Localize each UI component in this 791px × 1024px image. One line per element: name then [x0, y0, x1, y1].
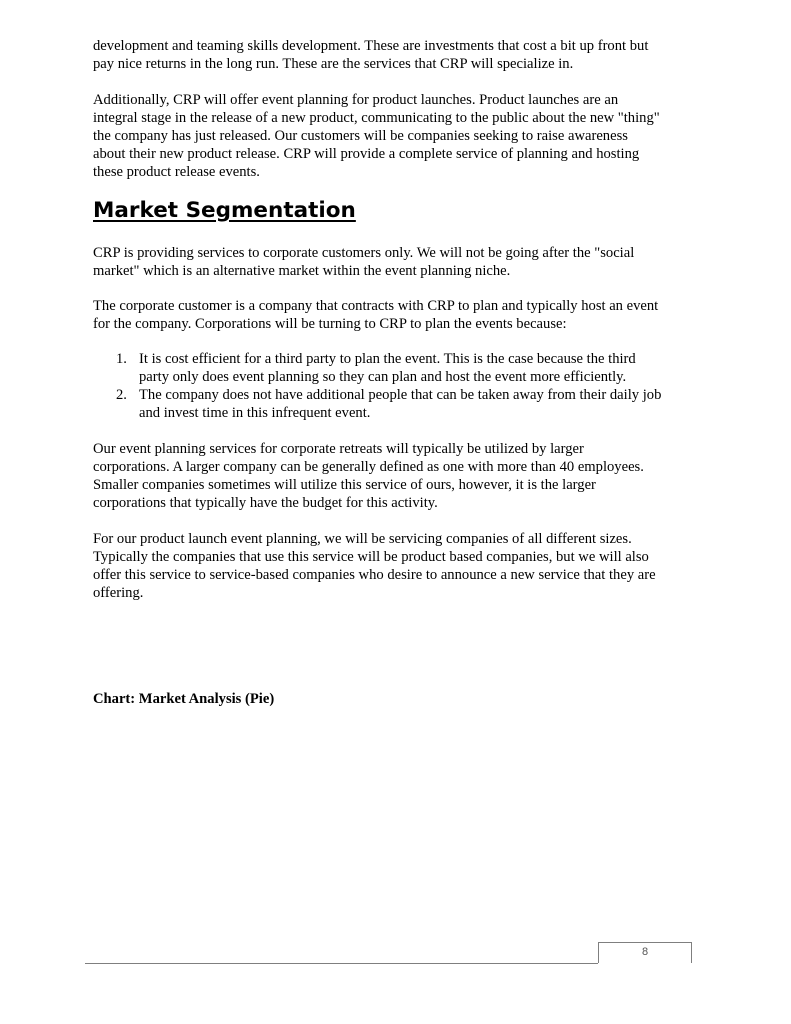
list-item-number: 1. [116, 351, 127, 367]
chart-caption: Chart: Market Analysis (Pie) [93, 691, 275, 707]
text-line: It is cost efficient for a third party to plan the event. This is the case because the third [139, 351, 636, 367]
text-line: market" which is an alternative market within the event planning niche. [93, 263, 511, 279]
text-line: pay nice returns in the long run. These are the services that CRP will specialize in. [93, 56, 574, 72]
footer-divider [85, 963, 598, 964]
text-line: The company does not have additional people that can be taken away from their daily job [139, 387, 662, 403]
paragraph-services-intro [93, 37, 703, 73]
text-line: Additionally, CRP will offer event planning for product launches. Product launches are an [93, 92, 619, 108]
text-line: for the company. Corporations will be turning to CRP to plan the events because: [93, 316, 567, 332]
list-item-number: 2. [116, 387, 127, 403]
list-item [93, 386, 713, 422]
page-number: 8 [641, 946, 649, 958]
text-line: corporations. A larger company can be generally defined as one with more than 40 employees. [93, 459, 644, 475]
text-line: Our event planning services for corporate retreats will typically be utilized by larger [93, 441, 584, 457]
text-line: CRP is providing services to corporate customers only. We will not be going after the "social [93, 245, 635, 261]
list-item [93, 350, 713, 386]
paragraph-product-launch-planning [93, 530, 703, 602]
paragraph-product-launches [93, 91, 703, 181]
text-line: Typically the companies that use this service will be product based companies, but we will also [93, 549, 649, 565]
text-line: integral stage in the release of a new product, communicating to the public about the new "thing" [93, 110, 660, 126]
reasons-list [93, 350, 713, 422]
text-line: about their new product release. CRP will provide a complete service of planning and hosting [93, 146, 640, 162]
paragraph-corporate-only [93, 244, 703, 280]
text-line: corporations that typically have the budget for this activity. [93, 495, 438, 511]
page-number-box [598, 942, 692, 963]
text-line: The corporate customer is a company that contracts with CRP to plan and typically host an event [93, 298, 659, 314]
text-line: Smaller companies sometimes will utilize this service of ours, however, it is the larger [93, 477, 596, 493]
text-line: party only does event planning so they can plan and host the event more efficiently. [139, 369, 627, 385]
section-heading: Market Segmentation [93, 198, 356, 223]
paragraph-corporate-retreats [93, 440, 703, 512]
text-line: development and teaming skills development. These are investments that cost a bit up front but [93, 38, 649, 54]
text-line: offer this service to service-based companies who desire to announce a new service that they are [93, 567, 656, 583]
text-line: the company has just released. Our customers will be companies seeking to raise awareness [93, 128, 628, 144]
text-line: and invest time in this infrequent event. [139, 405, 371, 421]
text-line: For our product launch event planning, we will be servicing companies of all different sizes. [93, 531, 632, 547]
text-line: offering. [93, 585, 144, 601]
text-line: these product release events. [93, 164, 260, 180]
paragraph-corporate-customer [93, 297, 703, 333]
